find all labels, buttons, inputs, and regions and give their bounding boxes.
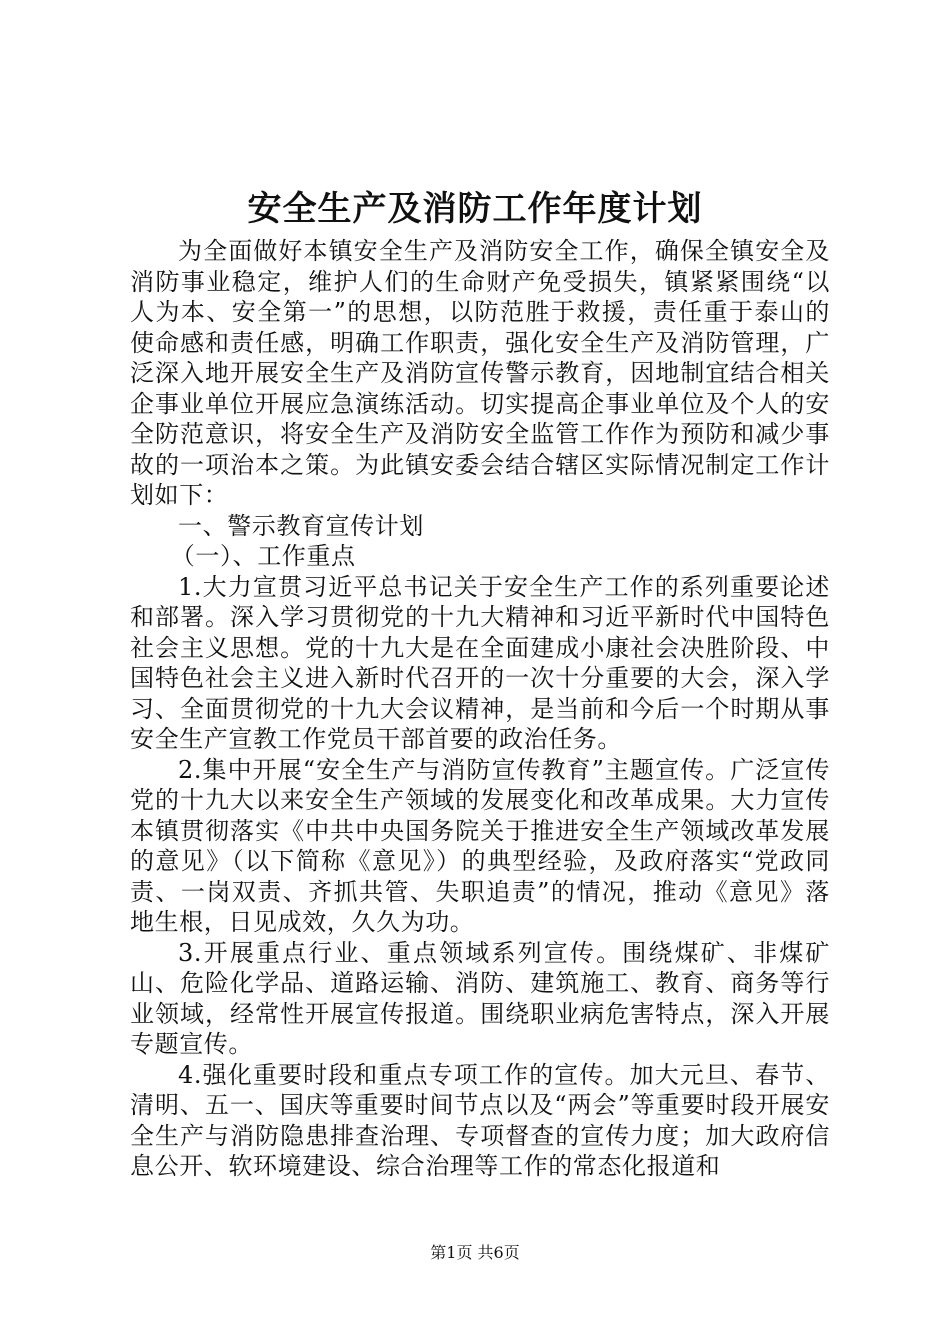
list-item-4: 4.强化重要时段和重点专项工作的宣传。加大元旦、春节、清明、五一、国庆等重要时间节点以及“两会”等重要时段开展安全生产与消防隐患排查治理、专项督查的宣传力度；加大政府信息公开、软环境建设、综合治理等工作的常态化报道和	[130, 1060, 830, 1180]
list-item-1: 1.大力宣贯习近平总书记关于安全生产工作的系列重要论述和部署。深入学习贯彻党的十九大精神和习近平新时代中国特色社会主义思想。党的十九大是在全面建成小康社会决胜阶段、中国特色社会主义进入新时代召开的一次十分重要的大会，深入学习、全面贯彻党的十九大会议精神，是当前和今后一个时期从事安全生产宣教工作党员干部首要的政治任务。	[130, 572, 830, 753]
document-body	[130, 236, 830, 1182]
intro-paragraph: 为全面做好本镇安全生产及消防安全工作，确保全镇安全及消防事业稳定，维护人们的生命财产免受损失，镇紧紧围绕“以人为本、安全第一”的思想，以防范胜于救援，责任重于泰山的使命感和责任感，明确工作职责，强化安全生产及消防管理，广泛深入地开展安全生产及消防宣传警示教育，因地制宜结合相关企事业单位开展应急演练活动。切实提高企事业单位及个人的安全防范意识，将安全生产及消防安全监管工作作为预防和减少事故的一项治本之策。为此镇安委会结合辖区实际情况制定工作计划如下：	[130, 237, 830, 509]
subsection-heading: （一）、工作重点	[170, 542, 356, 570]
document-title: 安全生产及消防工作年度计划	[247, 189, 703, 229]
section-heading: 一、警示教育宣传计划	[178, 511, 424, 540]
list-item-3: 3.开展重点行业、重点领域系列宣传。围绕煤矿、非煤矿山、危险化学品、道路运输、消防、建筑施工、教育、商务等行业领域，经常性开展宣传报道。围绕职业病危害特点，深入开展专题宣传。	[130, 938, 830, 1058]
page-footer: 第1页 共6页	[430, 1243, 520, 1262]
list-item-2: 2.集中开展“安全生产与消防宣传教育”主题宣传。广泛宣传党的十九大以来安全生产领域的发展变化和改革成果。大力宣传本镇贯彻落实《中共中央国务院关于推进安全生产领域改革发展的意见》（以下简称《意见》）的典型经验，及政府落实“党政同责、一岗双责、齐抓共管、失职追责”的情况，推动《意见》落地生根，日见成效，久久为功。	[130, 755, 830, 936]
